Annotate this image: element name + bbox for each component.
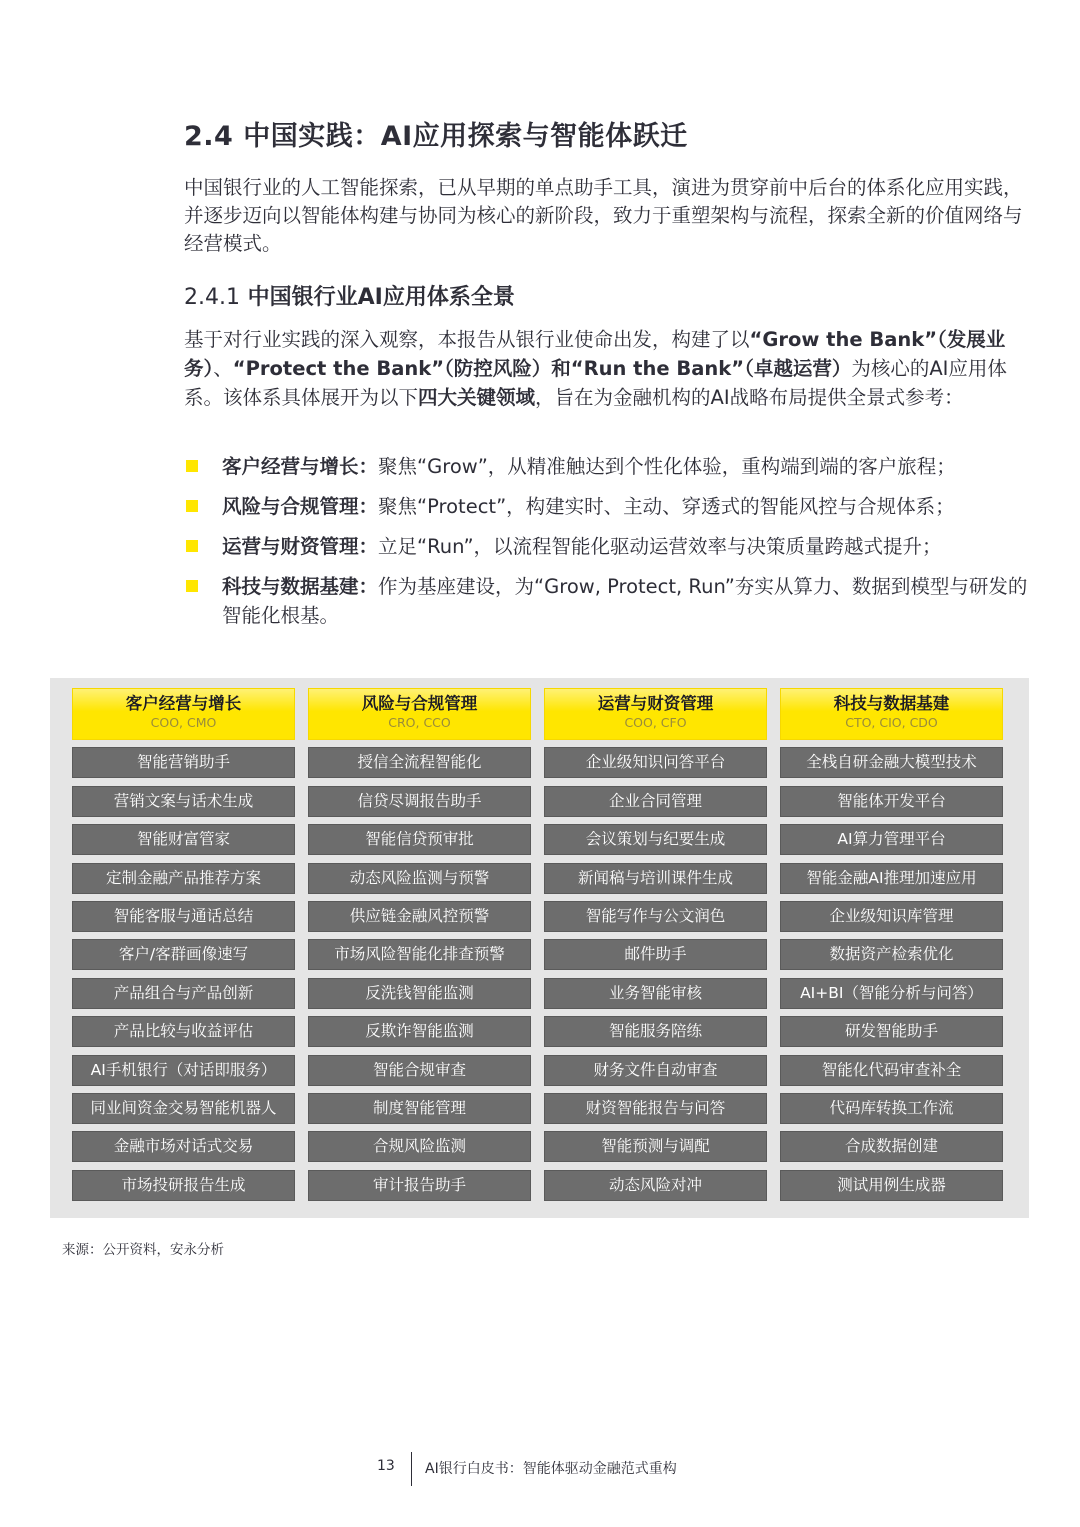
application-cell: 邮件助手	[544, 939, 767, 970]
application-cell: 产品比较与收益评估	[72, 1016, 295, 1047]
domain-bullet-list	[184, 452, 1034, 641]
application-cell: 客户/客群画像速写	[72, 939, 295, 970]
subtitle-text: 中国银行业AI应用体系全景	[247, 285, 515, 310]
column-title: 客户经营与增长	[125, 694, 242, 713]
application-cell: 合成数据创建	[780, 1131, 1003, 1162]
application-cell: 智能金融AI推理加速应用	[780, 863, 1003, 894]
column-customer-growth	[72, 688, 295, 1201]
application-cell: 智能信贷预审批	[308, 824, 531, 855]
application-cell: 智能合规审查	[308, 1055, 531, 1086]
column-header	[780, 688, 1003, 740]
application-cell: AI手机银行（对话即服务）	[72, 1055, 295, 1086]
column-header	[544, 688, 767, 740]
body-and: 和	[551, 357, 571, 380]
body-four: 四大关键领域	[418, 386, 536, 409]
application-cell: 同业间资金交易智能机器人	[72, 1093, 295, 1124]
source-note: 来源：公开资料，安永分析	[62, 1242, 224, 1258]
body-part2: 为核心的AI应用体系。该体系具体展开为以下	[184, 357, 1007, 409]
section-subtitle	[184, 280, 515, 311]
intro-paragraph: 中国银行业的人工智能探索，已从早期的单点助手工具，演进为贯穿前中后台的体系化应用实践，并逐步迈向以智能体构建与协同为核心的新阶段，致力于重塑架构与流程，探索全新的价值网络与经营模式。	[184, 176, 1023, 255]
application-cell: 动态风险对冲	[544, 1170, 767, 1201]
application-cell: 代码库转换工作流	[780, 1093, 1003, 1124]
column-tech-data	[780, 688, 1003, 1201]
application-cell: 营销文案与话术生成	[72, 786, 295, 817]
application-cell: 智能体开发平台	[780, 786, 1003, 817]
application-cell: 智能客服与通话总结	[72, 901, 295, 932]
application-cell: 智能化代码审查补全	[780, 1055, 1003, 1086]
application-cell: 动态风险监测与预警	[308, 863, 531, 894]
bullet-bold: 科技与数据基建：	[222, 575, 379, 598]
column-roles: COO, CFO	[624, 715, 687, 730]
bullet-square-icon	[186, 460, 198, 472]
bullet-bold: 客户经营与增长：	[222, 455, 379, 478]
column-header	[308, 688, 531, 740]
application-cell: 审计报告助手	[308, 1170, 531, 1201]
application-cell: 定制金融产品推荐方案	[72, 863, 295, 894]
bullet-item	[184, 572, 1034, 630]
application-cell: 企业级知识库管理	[780, 901, 1003, 932]
body-grow: “Grow the Bank”（发展业务）	[184, 328, 1006, 380]
column-operations-finance	[544, 688, 767, 1201]
application-cell: 财资智能报告与问答	[544, 1093, 767, 1124]
application-cell: 供应链金融风控预警	[308, 901, 531, 932]
application-cell: 市场风险智能化排查预警	[308, 939, 531, 970]
application-cell: 研发智能助手	[780, 1016, 1003, 1047]
column-roles: CTO, CIO, CDO	[845, 715, 938, 730]
page-title: 2.4 中国实践：AI应用探索与智能体跃迁	[184, 121, 688, 152]
bullet-square-icon	[186, 500, 198, 512]
column-title: 运营与财资管理	[597, 694, 714, 713]
body-paragraph	[184, 325, 1024, 412]
footer-title: AI银行白皮书：智能体驱动金融范式重构	[425, 1461, 677, 1477]
column-risk-compliance	[308, 688, 531, 1201]
application-cell: 信贷尽调报告助手	[308, 786, 531, 817]
application-cell: 测试用例生成器	[780, 1170, 1003, 1201]
subtitle-number: 2.4.1	[184, 285, 240, 310]
application-cell: 全栈自研金融大模型技术	[780, 747, 1003, 778]
footer-divider	[411, 1452, 412, 1486]
body-run: “Run the Bank”（卓越运营）	[570, 357, 852, 380]
application-cell: 企业级知识问答平台	[544, 747, 767, 778]
bullet-text: 聚焦“Grow”，从精准触达到个性化体验，重构端到端的客户旅程；	[378, 455, 956, 478]
bullet-text: 立足“Run”，以流程智能化驱动运营效率与决策质量跨越式提升；	[378, 535, 942, 558]
application-cell: 数据资产检索优化	[780, 939, 1003, 970]
application-cell: 授信全流程智能化	[308, 747, 531, 778]
application-cell: 会议策划与纪要生成	[544, 824, 767, 855]
application-cell: 智能写作与公文润色	[544, 901, 767, 932]
body-part1: 基于对行业实践的深入观察，本报告从银行业使命出发，构建了以	[184, 328, 750, 351]
application-cell: 业务智能审核	[544, 978, 767, 1009]
body-part3: ，旨在为金融机构的AI战略布局提供全景式参考：	[535, 386, 964, 409]
column-header	[72, 688, 295, 740]
application-cell: 合规风险监测	[308, 1131, 531, 1162]
bullet-text: 作为基座建设，为“Grow, Protect, Run”夯实从算力、数据到模型与研发的智能化根基。	[222, 575, 1028, 627]
application-cell: AI算力管理平台	[780, 824, 1003, 855]
application-cell: AI+BI（智能分析与问答）	[780, 978, 1003, 1009]
column-roles: CRO, CCO	[388, 715, 451, 730]
application-cell: 反欺诈智能监测	[308, 1016, 531, 1047]
application-cell: 市场投研报告生成	[72, 1170, 295, 1201]
bullet-item	[184, 452, 1034, 481]
body-sep: 、	[213, 357, 233, 380]
ai-application-grid	[50, 678, 1029, 1218]
application-cell: 智能营销助手	[72, 747, 295, 778]
body-protect: “Protect the Bank”（防控风险）	[232, 357, 552, 380]
bullet-text: 聚焦“Protect”，构建实时、主动、穿透式的智能风控与合规体系；	[378, 495, 955, 518]
application-cell: 财务文件自动审查	[544, 1055, 767, 1086]
column-title: 科技与数据基建	[833, 694, 950, 713]
application-cell: 制度智能管理	[308, 1093, 531, 1124]
bullet-bold: 风险与合规管理：	[222, 495, 379, 518]
application-cell: 金融市场对话式交易	[72, 1131, 295, 1162]
application-cell: 智能服务陪练	[544, 1016, 767, 1047]
application-cell: 产品组合与产品创新	[72, 978, 295, 1009]
page-footer	[0, 1452, 1080, 1486]
application-cell: 智能财富管家	[72, 824, 295, 855]
bullet-square-icon	[186, 580, 198, 592]
bullet-bold: 运营与财资管理：	[222, 535, 379, 558]
bullet-square-icon	[186, 540, 198, 552]
bullet-item	[184, 492, 1034, 521]
application-cell: 反洗钱智能监测	[308, 978, 531, 1009]
application-cell: 智能预测与调配	[544, 1131, 767, 1162]
bullet-item	[184, 532, 1034, 561]
application-cell: 新闻稿与培训课件生成	[544, 863, 767, 894]
column-roles: COO, CMO	[150, 715, 217, 730]
column-title: 风险与合规管理	[361, 694, 478, 713]
application-cell: 企业合同管理	[544, 786, 767, 817]
page-number: 13	[377, 1458, 395, 1474]
